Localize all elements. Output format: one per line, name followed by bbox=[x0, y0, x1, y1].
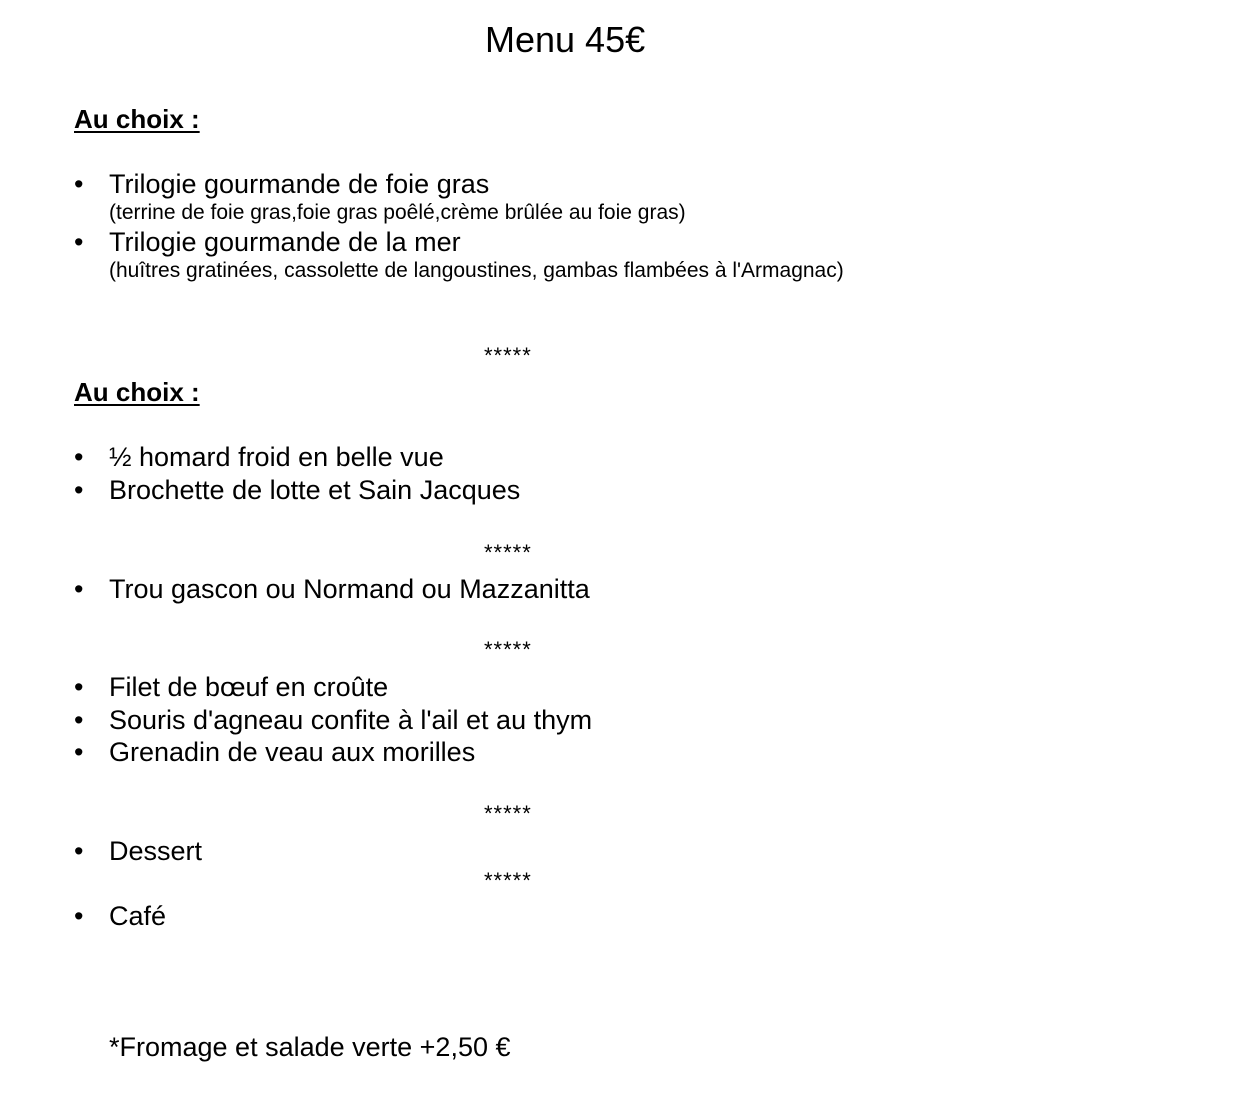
menu-item-homard: ½ homard froid en belle vue bbox=[109, 442, 444, 472]
separator: ***** bbox=[484, 540, 532, 565]
bullet: • bbox=[74, 901, 84, 931]
menu-item-dessert: Dessert bbox=[109, 836, 203, 866]
section-heading-mains: Au choix : bbox=[74, 377, 200, 407]
separator: ***** bbox=[484, 343, 532, 368]
section-heading-starters: Au choix : bbox=[74, 104, 200, 134]
footnote: *Fromage et salade verte +2,50 € bbox=[109, 1032, 511, 1062]
bullet: • bbox=[74, 705, 84, 735]
bullet: • bbox=[74, 737, 84, 767]
bullet: • bbox=[74, 442, 84, 472]
menu-item-mer: Trilogie gourmande de la mer bbox=[109, 227, 461, 257]
menu-item-trou: Trou gascon ou Normand ou Mazzanitta bbox=[109, 574, 590, 604]
separator: ***** bbox=[484, 868, 532, 893]
menu-item-brochette: Brochette de lotte et Sain Jacques bbox=[109, 475, 521, 505]
separator: ***** bbox=[484, 637, 532, 662]
bullet: • bbox=[74, 475, 84, 505]
menu-item-cafe: Café bbox=[109, 901, 167, 931]
bullet: • bbox=[74, 672, 84, 702]
bullet: • bbox=[74, 227, 84, 257]
menu-item-boeuf: Filet de bœuf en croûte bbox=[109, 672, 389, 702]
menu-item-veau: Grenadin de veau aux morilles bbox=[109, 737, 476, 767]
menu-title: Menu 45€ bbox=[485, 19, 646, 60]
bullet: • bbox=[74, 574, 84, 604]
separator: ***** bbox=[484, 801, 532, 826]
menu-item-foie-gras: Trilogie gourmande de foie gras bbox=[109, 169, 490, 199]
bullet: • bbox=[74, 836, 84, 866]
menu-item-foie-gras-detail: (terrine de foie gras,foie gras poêlé,crème brûlée au foie gras) bbox=[109, 201, 686, 224]
menu-item-agneau: Souris d'agneau confite à l'ail et au thym bbox=[109, 705, 593, 735]
bullet: • bbox=[74, 169, 84, 199]
menu-item-mer-detail: (huîtres gratinées, cassolette de langoustines, gambas flambées à l'Armagnac) bbox=[109, 259, 844, 282]
